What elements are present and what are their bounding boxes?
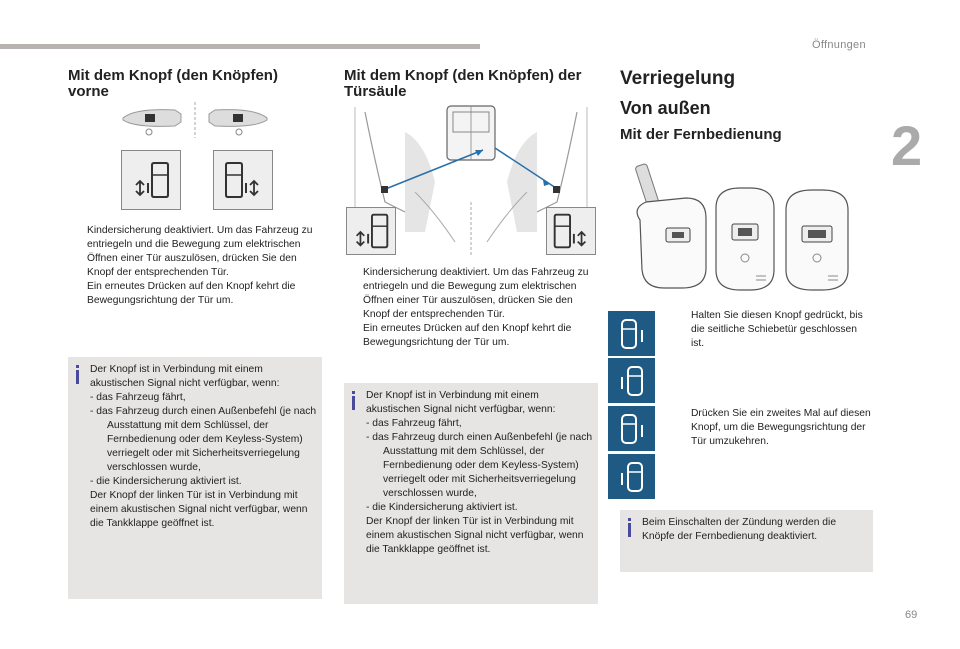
van-open-door-icon bbox=[614, 459, 650, 495]
list-item: Ein erneutes Drücken auf den Knopf kehrt die Bewegungsrichtung der Tür um. bbox=[363, 323, 572, 348]
info-icon bbox=[352, 396, 355, 410]
remote-door-button-tile bbox=[608, 454, 655, 499]
van-open-door-icon bbox=[614, 316, 650, 352]
col2-info-box: Der Knopf ist in Verbindung mit einem akustischen Signal nicht verfügbar, wenn: - das Fahrzeug fährt, - das Fahrzeug durch einen Außenbefehl (je nach Ausstattung mit dem Schlüssel, der Fernbedienung oder dem Keyless-System) verriegelt oder mit Sicherheitsverriegelung verschlossen wurde, - die Kindersicherung aktiviert ist. Der Knopf der linken Tür ist in Verbindung mit einem akustischen Signal nicht verfügbar, wenn die Tankklappe geöffnet ist. bbox=[344, 383, 598, 604]
pillar-right-door-button bbox=[546, 207, 596, 255]
door-left-icon bbox=[347, 206, 395, 256]
col3-step1 bbox=[672, 309, 872, 351]
subsubsection-title: Mit der Fernbedienung bbox=[620, 126, 782, 143]
col1-info-box: Der Knopf ist in Verbindung mit einem akustischen Signal nicht verfügbar, wenn: - das Fahrzeug fährt, - das Fahrzeug durch einen Außenbefehl (je nach Ausstattung mit dem Schlüssel, der Fernbedienung oder dem Keyless-System) verriegelt oder mit Sicherheitsverriegelung verschlossen wurde, - die Kindersicherung aktiviert ist. Der Knopf der linken Tür ist in Verbindung mit einem akustischen Signal nicht verfügbar, wenn die Tankklappe geöffnet ist. bbox=[68, 357, 322, 599]
col1-bullets bbox=[68, 224, 323, 308]
list-item: Kindersicherung deaktiviert. Um das Fahrzeug zu entriegeln und die Bewegung zum elektrischen Öffnen einer Tür auszulösen, drücken Sie den Knopf der entsprechenden Tür. bbox=[87, 225, 313, 278]
section-label: Öffnungen bbox=[812, 39, 866, 51]
door-right-icon bbox=[218, 155, 268, 205]
list-item: Ein erneutes Drücken auf den Knopf kehrt die Bewegungsrichtung der Tür um. bbox=[87, 281, 296, 306]
col2-bullets bbox=[344, 266, 600, 350]
van-open-door-icon bbox=[614, 411, 650, 447]
col3-info-box: Beim Einschalten der Zündung werden die Knöpfe der Fernbedienung deaktiviert. bbox=[620, 510, 873, 572]
remote-door-button-tile bbox=[608, 358, 655, 403]
col2-title: Mit dem Knopf (den Knöpfen) der Türsäule bbox=[344, 67, 582, 100]
left-door-button bbox=[121, 150, 181, 210]
van-open-door-icon bbox=[614, 363, 650, 399]
remote-keys-illustration bbox=[620, 158, 872, 298]
section-title: Verriegelung bbox=[620, 68, 736, 89]
col3-step2 bbox=[672, 407, 872, 449]
top-bar bbox=[0, 44, 480, 49]
remote-door-button-tile bbox=[608, 406, 655, 451]
page-number: 69 bbox=[905, 609, 918, 621]
info-icon bbox=[76, 370, 79, 384]
door-left-icon bbox=[126, 155, 176, 205]
door-right-icon bbox=[547, 206, 595, 256]
list-item: Halten Sie diesen Knopf gedrückt, bis die seitliche Schiebetür geschlossen ist. bbox=[691, 310, 863, 349]
ceiling-button-illustration bbox=[115, 100, 275, 140]
info-icon bbox=[628, 523, 631, 537]
right-door-button bbox=[213, 150, 273, 210]
subsection-title: Von außen bbox=[620, 98, 711, 118]
remote-door-button-tile bbox=[608, 311, 655, 356]
list-item: Drücken Sie ein zweites Mal auf diesen Knopf, um die Bewegungsrichtung der Tür umzukehren. bbox=[691, 408, 871, 447]
col1-title: Mit dem Knopf (den Knöpfen) vorne bbox=[68, 67, 278, 100]
chapter-number: 2 bbox=[891, 114, 923, 177]
list-item: Kindersicherung deaktiviert. Um das Fahrzeug zu entriegeln und die Bewegung zum elektrischen Öffnen einer Tür auszulösen, drücken Sie den Knopf der entsprechenden Tür. bbox=[363, 267, 589, 320]
pillar-left-door-button bbox=[346, 207, 396, 255]
